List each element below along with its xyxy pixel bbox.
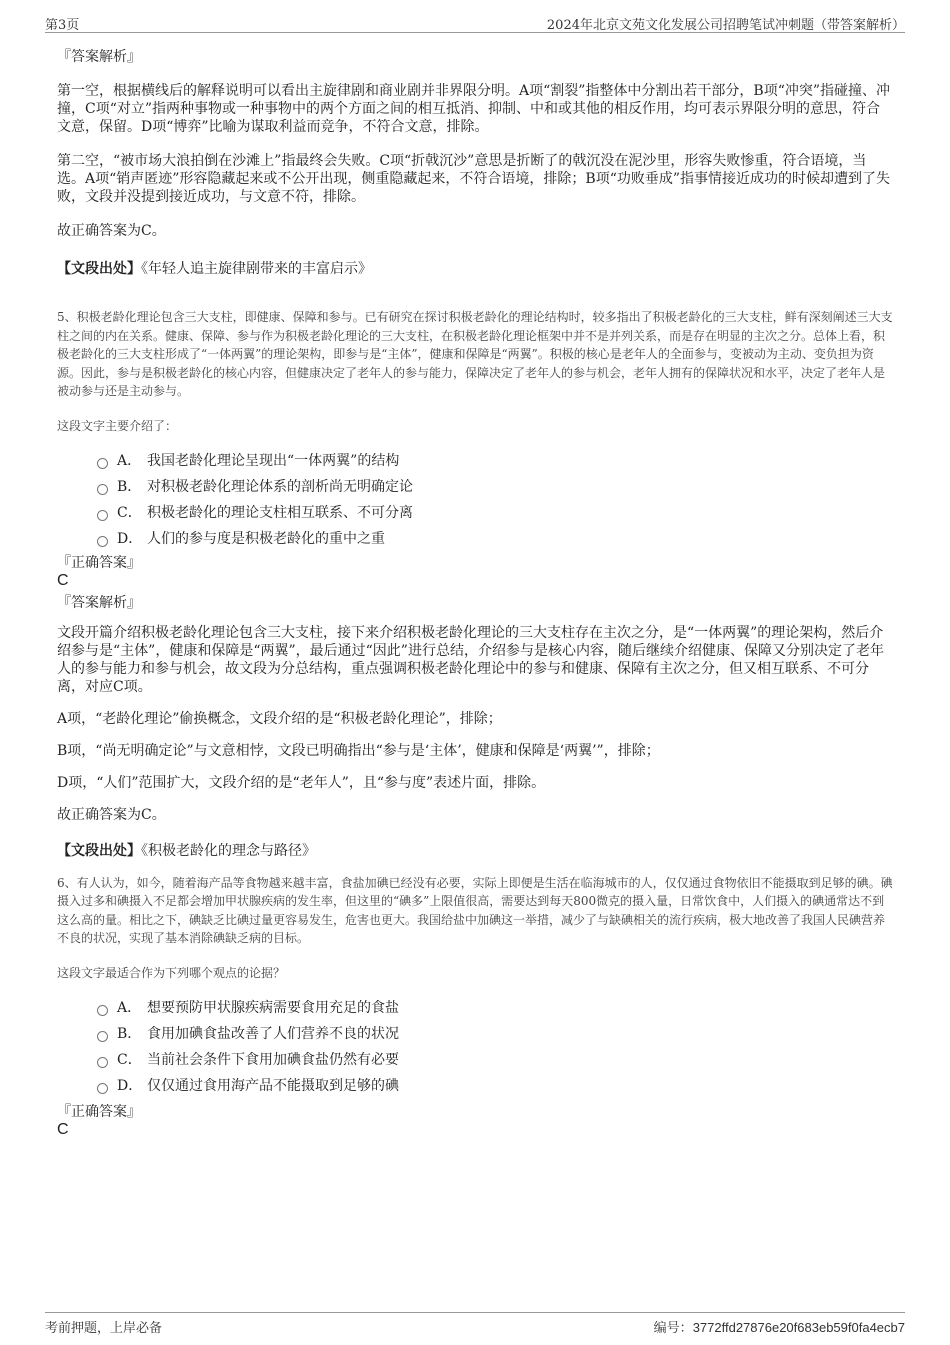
correct-answer-label: 『正确答案』: [57, 1103, 141, 1120]
option-c[interactable]: [97, 1047, 893, 1073]
page-header: [45, 12, 905, 33]
correct-answer: C: [57, 1120, 69, 1138]
correct-answer-label: 『正确答案』: [57, 554, 141, 571]
question-prompt: 这段文字主要介绍了：: [57, 418, 178, 433]
option-key: A．: [117, 999, 142, 1016]
document-id-value: 3772ffd27876e20f683eb59f0fa4ecb7: [692, 1320, 905, 1335]
question-prompt: 这段文字最适合作为下列哪个观点的论据？: [57, 965, 286, 980]
analysis-label: 『答案解析』: [57, 594, 141, 611]
page-footer: [45, 1312, 905, 1335]
option-b[interactable]: [97, 1021, 893, 1047]
radio-icon[interactable]: [97, 536, 108, 547]
question-5: [57, 308, 893, 860]
conclusion: 故正确答案为C。: [57, 223, 166, 239]
option-text: 积极老龄化的理论支柱相互联系、不可分离: [147, 504, 413, 521]
option-key: A．: [117, 452, 142, 469]
correct-answer: C: [57, 571, 69, 589]
option-text: 人们的参与度是积极老龄化的重中之重: [147, 530, 385, 547]
radio-icon[interactable]: [97, 458, 108, 469]
radio-icon[interactable]: [97, 1083, 108, 1094]
option-c[interactable]: [97, 500, 893, 526]
option-text: 当前社会条件下食用加碘食盐仍然有必要: [147, 1051, 399, 1068]
page-content: [57, 42, 893, 1139]
radio-icon[interactable]: [97, 1005, 108, 1016]
option-key: C．: [117, 504, 142, 521]
option-key: D．: [117, 1077, 143, 1094]
conclusion: 故正确答案为C。: [57, 806, 166, 823]
radio-icon[interactable]: [97, 1031, 108, 1042]
analysis-paragraph: A项，“老龄化理论”偷换概念，文段介绍的是“积极老龄化理论”，排除；: [57, 710, 502, 727]
radio-icon[interactable]: [97, 510, 108, 521]
option-key: B．: [117, 478, 142, 495]
option-text: 仅仅通过食用海产品不能摄取到足够的碘: [147, 1077, 399, 1094]
section-previous-answer: [57, 48, 893, 278]
source-label: 【文段出处】: [57, 842, 141, 859]
analysis-label: 『答案解析』: [57, 49, 141, 65]
radio-icon[interactable]: [97, 484, 108, 495]
source-text: 《积极老龄化的理念与路径》: [141, 842, 316, 859]
option-d[interactable]: [97, 526, 893, 552]
document-id: [654, 1317, 905, 1336]
document-title: 2024年北京文苑文化发展公司招聘笔试冲刺题（带答案解析）: [546, 18, 905, 33]
question-6: [57, 874, 893, 1139]
options-list: [57, 448, 893, 552]
option-key: B．: [117, 1025, 142, 1042]
question-text: 5、积极老龄化理论包含三大支柱，即健康、保障和参与。已有研究在探讨积极老龄化的理论结构时，较多指出了积极老龄化的三大支柱，鲜有深刻阐述三大支柱之间的内在关系。健康、保障、参与作为积极老龄化理论的三大支柱，在积极老龄化理论框架中并不是并列关系，而是存在明显的主次之分。总体上看，积极老龄化的三大支柱形成了“一体两翼”的理论架构，即参与是“主体”，健康和保障是“两翼”。积极的核心是老年人的全面参与，变被动为主动、变负担为资源。因此，参与是积极老龄化的核心内容，但健康决定了老年人的参与能力，保障决定了老年人的参与机会，老年人拥有的保障状况和水平，决定了老年人是被动参与还是主动参与。: [57, 310, 893, 398]
footer-slogan: 考前押题，上岸必备: [45, 1321, 163, 1336]
option-key: C．: [117, 1051, 142, 1068]
analysis-paragraph: 第一空，根据横线后的解释说明可以看出主旋律剧和商业剧并非界限分明。A项“割裂”指整体中分割出若干部分，B项“冲突”指碰撞、冲撞，C项“对立”指两种事物或一种事物中的两个方面之间的相互抵消、抑制、中和或其他的相反作用，均可表示界限分明的意思，符合文意，保留。D项“博弈”比喻为谋取利益而竞争，不符合文意，排除。: [57, 83, 891, 135]
analysis-paragraph: D项，“人们”范围扩大，文段介绍的是“老年人”，且“参与度”表述片面，排除。: [57, 774, 546, 791]
document-id-label: 编号：: [653, 1321, 693, 1336]
option-key: D．: [117, 530, 143, 547]
analysis-paragraph: 文段开篇介绍积极老龄化理论包含三大支柱，接下来介绍积极老龄化理论的三大支柱存在主次之分，是“一体两翼”的理论架构，然后介绍参与是“主体”，健康和保障是“两翼”，最后通过“因此”进行总结，介绍参与是核心内容，随后继续介绍健康、保障又分别决定了老年人的参与能力和参与机会，故文段为分总结构，重点强调积极老龄化理论中的参与和健康、保障有主次之分，但又相互联系、不可分离，对应C项。: [57, 624, 884, 695]
analysis-paragraph: 第二空，“被市场大浪拍倒在沙滩上”指最终会失败。C项“折戟沉沙”意思是折断了的戟沉没在泥沙里，形容失败惨重，符合语境，当选。A项“销声匿迹”形容隐藏起来或不公开出现，侧重隐藏起来，不符合语境，排除；B项“功败垂成”指事情接近成功的时候却遭到了失败，文段并没提到接近成功，与文意不符，排除。: [57, 153, 891, 205]
option-a[interactable]: [97, 995, 893, 1021]
option-b[interactable]: [97, 474, 893, 500]
option-d[interactable]: [97, 1073, 893, 1099]
options-list: [57, 995, 893, 1099]
option-text: 想要预防甲状腺疾病需要食用充足的食盐: [147, 999, 399, 1016]
analysis-paragraph: B项，“尚无明确定论”与文意相悖，文段已明确指出“参与是‘主体’，健康和保障是‘两翼’”，排除；: [57, 742, 660, 759]
question-text: 6、有人认为，如今，随着海产品等食物越来越丰富，食盐加碘已经没有必要，实际上即便是生活在临海城市的人，仅仅通过食物依旧不能摄取到足够的碘。碘摄入过多和碘摄入不足都会增加甲状腺疾病的发生率，但这里的“碘多”上限值很高，需要达到每天800微克的摄入量，日常饮食中，人们摄入的碘通常达不到这么高的量。相比之下，碘缺乏比碘过量更容易发生，危害也更大。我国给盐中加碘这一举措，减少了与缺碘相关的流行疾病，极大地改善了我国人民碘营养不良的状况，实现了基本消除碘缺乏病的目标。: [57, 875, 893, 945]
source-line: [57, 840, 893, 860]
page-number: 第3页: [45, 18, 80, 33]
option-text: 对积极老龄化理论体系的剖析尚无明确定论: [147, 478, 413, 495]
radio-icon[interactable]: [97, 1057, 108, 1068]
option-text: 我国老龄化理论呈现出“一体两翼”的结构: [147, 452, 400, 469]
source-line: [57, 258, 893, 278]
option-a[interactable]: [97, 448, 893, 474]
source-label: 【文段出处】: [57, 261, 141, 277]
option-text: 食用加碘食盐改善了人们营养不良的状况: [147, 1025, 399, 1042]
source-text: 《年轻人追主旋律剧带来的丰富启示》: [141, 261, 372, 277]
